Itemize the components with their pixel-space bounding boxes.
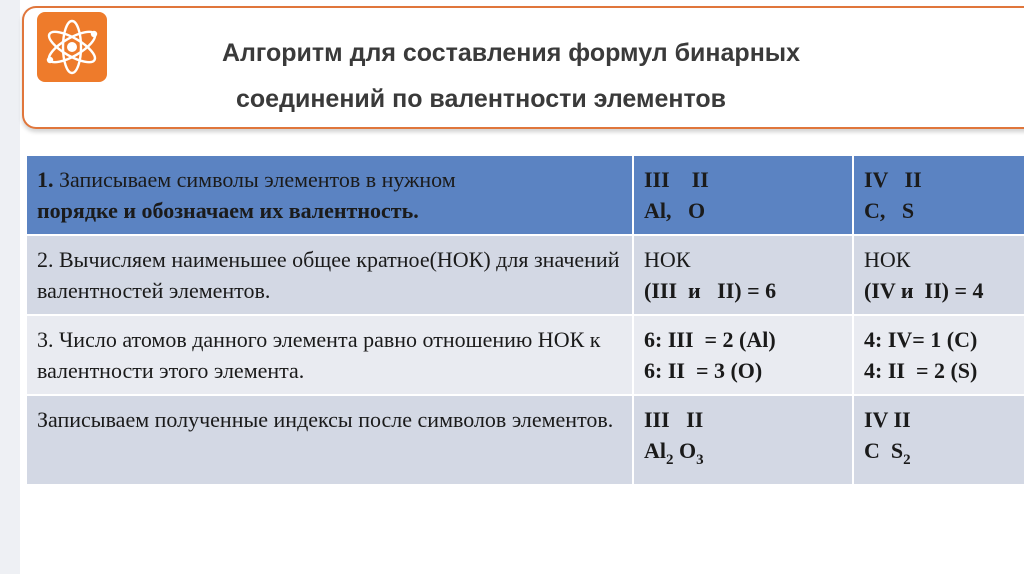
step-text: Записываем полученные индексы после символов элементов.: [37, 407, 614, 432]
step-cell: [27, 395, 633, 485]
step-text: 3. Число атомов данного элемента равно отношению НОК к валентности этого элемента.: [37, 327, 601, 383]
slide-title: [222, 30, 942, 122]
example-cell-c-s: [853, 395, 1024, 485]
step-cell: [27, 235, 633, 315]
ratio-line: 6: III = 2 (Al): [644, 327, 776, 352]
valence-line: III II: [644, 167, 709, 192]
example-cell-c-s: [853, 315, 1024, 395]
table-row: [27, 395, 1024, 485]
example-cell-al-o: [633, 315, 853, 395]
element-symbol: O: [673, 438, 697, 463]
nok-label: НОК: [864, 247, 911, 272]
table-row: [27, 235, 1024, 315]
nok-value: (IV и II) = 4: [864, 278, 984, 303]
step-text: 2. Вычисляем наименьшее общее кратное(НОК) для значений валентностей элементов.: [37, 247, 620, 303]
element-symbol: C S: [864, 438, 904, 463]
example-cell-al-o: [633, 395, 853, 485]
step-number: 1.: [37, 167, 54, 192]
index-subscript: 2: [666, 452, 674, 468]
atom-icon: [37, 12, 107, 82]
symbol-line: Al, O: [644, 198, 706, 223]
example-cell-c-s: [853, 156, 1024, 235]
element-symbol: Al: [644, 438, 666, 463]
table-row: [27, 156, 1024, 235]
step-text: Записываем символы элементов в нужном: [53, 167, 456, 192]
step-cell: [27, 315, 633, 395]
example-cell-c-s: [853, 235, 1024, 315]
ratio-line: 4: IV= 1 (C): [864, 327, 978, 352]
title-line-2: соединений по валентности элементов: [236, 85, 727, 113]
ratio-line: 4: II = 2 (S): [864, 358, 978, 383]
nok-label: НОК: [644, 247, 691, 272]
valence-line: IV II: [864, 407, 911, 432]
side-strip: [0, 0, 20, 574]
nok-value: (III и II) = 6: [644, 278, 777, 303]
valence-line: IV II: [864, 167, 922, 192]
valence-line: III II: [644, 407, 704, 432]
title-line-1: Алгоритм для составления формул бинарных: [222, 39, 801, 67]
ratio-line: 6: II = 3 (O): [644, 358, 763, 383]
formula-cs2: [864, 438, 911, 468]
index-subscript: 3: [696, 452, 704, 468]
example-cell-al-o: [633, 156, 853, 235]
step-cell: [27, 156, 633, 235]
table-row: [27, 315, 1024, 395]
symbol-line: C, S: [864, 198, 915, 223]
algorithm-table: [27, 156, 1024, 486]
formula-al2o3: [644, 438, 704, 468]
example-cell-al-o: [633, 235, 853, 315]
step-text-line2: порядке и обозначаем их валентность.: [37, 198, 419, 223]
index-subscript: 2: [903, 452, 911, 468]
